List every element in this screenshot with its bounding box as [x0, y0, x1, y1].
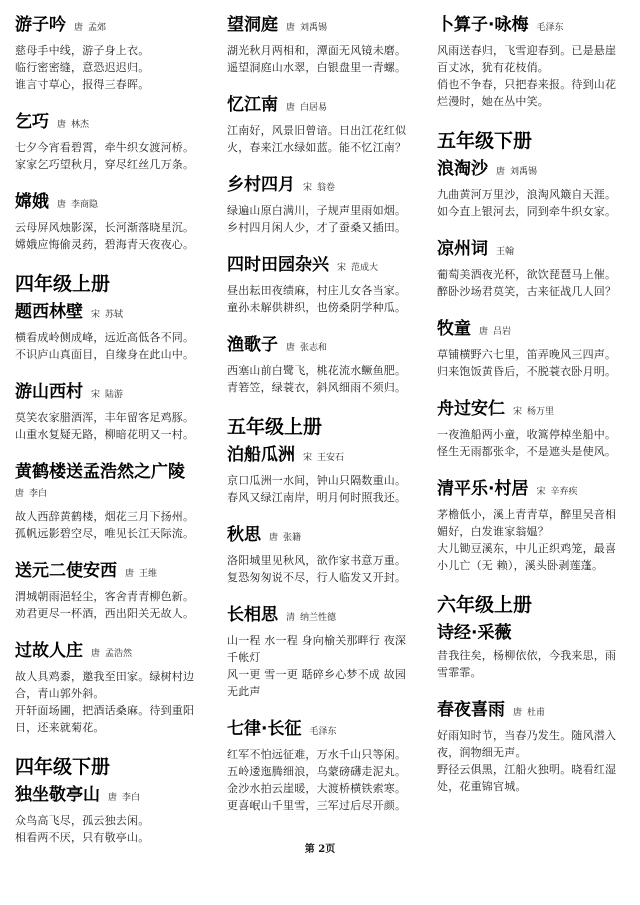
poem-line: 山一程 水一程 身向榆关那畔行 夜深千帐灯: [227, 634, 407, 664]
poem-author: 李商隐: [71, 200, 99, 210]
poem-author: 张志和: [300, 343, 328, 353]
poem-header: [227, 174, 417, 199]
poem-title: 春夜喜雨: [437, 700, 505, 720]
poem-entry: [227, 174, 417, 236]
poem-entry: [15, 111, 207, 173]
poem-line: 归来饱饭黄昏后，不脱蓑衣卧月明。: [437, 365, 617, 378]
poem-attribution: [15, 483, 47, 505]
poem-attribution: [479, 321, 511, 343]
poem-entry: [15, 191, 207, 253]
poem-line: 一夜渔船两小童，收篙停棹坐船中。: [437, 428, 617, 441]
poem-attribution: [309, 721, 336, 743]
poem-line: 家家乞巧望秋月，穿尽红丝几万条。: [15, 158, 195, 171]
poem-line: 童孙未解供耕织，也傍桑阴学种瓜。: [227, 301, 407, 314]
poem-attribution: [536, 481, 577, 503]
poem-author: 王维: [139, 569, 158, 579]
poem-title: 乞巧: [15, 112, 49, 132]
poem-line: 慈母手中线，游子身上衣。: [15, 44, 150, 57]
poem-author: 毛泽东: [309, 727, 337, 737]
poem-attribution: [74, 17, 106, 39]
poem-attribution: [303, 447, 344, 469]
poem-line: 好雨知时节，当春乃发生。随风潜入夜，润物细无声。: [437, 729, 617, 759]
poem-header: [227, 604, 417, 629]
poem-entry: [437, 158, 627, 220]
poem-header: [437, 14, 627, 39]
poem-author: 刘禹锡: [510, 167, 538, 177]
poem-entry: [15, 301, 207, 363]
poem-header: [227, 334, 417, 359]
poem-author: 刘禹锡: [300, 23, 328, 33]
poem-dynasty: 唐: [125, 569, 135, 579]
poem-dynasty: 宋: [303, 183, 313, 193]
poem-title: 牧童: [437, 319, 471, 339]
grade-section-heading: 四年级下册: [15, 756, 111, 778]
poem-entry: [15, 381, 207, 443]
poem-header: [227, 524, 417, 549]
poem-line: 谁言寸草心，报得三春晖。: [15, 78, 150, 91]
poem-title: 诗经·采薇: [437, 623, 512, 643]
poem-entry: [227, 524, 417, 586]
poem-title: 秋思: [227, 525, 261, 545]
poem-author: 孟浩然: [105, 649, 133, 659]
poem-entry: [437, 478, 627, 574]
poem-attribution: [286, 97, 327, 119]
poem-attribution: [91, 384, 123, 406]
poem-header: [437, 158, 627, 183]
poem-line: 草铺横野六七里，笛弄晚风三四声。: [437, 348, 617, 361]
poem-line: 江南好，风景旧曾谙。日出江花红似火，春来江水绿如蓝。能不忆江南？: [227, 124, 407, 154]
poem-header: [227, 94, 417, 119]
poem-line: 绿遍山原白满川，子规声里雨如烟。: [227, 204, 407, 217]
poem-title: 黄鹤楼送孟浩然之广陵: [15, 462, 185, 482]
poem-entry: [437, 622, 627, 681]
poem-author: 范成大: [351, 263, 379, 273]
poem-line: 如今直上银河去，同到牵牛织女家。: [437, 205, 617, 218]
poem-entry: [437, 14, 627, 110]
poem-author: 辛弃疾: [550, 487, 578, 497]
poem-attribution: [286, 607, 336, 629]
poem-line: 金沙水拍云崖暖，大渡桥横铁索寒。: [227, 782, 407, 795]
poem-author: 纳兰性德: [300, 613, 337, 623]
poem-line: 红军不怕远征难，万水千山只等闲。: [227, 748, 407, 761]
poem-author: 吕岩: [493, 327, 512, 337]
poem-dynasty: 唐: [74, 23, 84, 33]
poem-attribution: [91, 304, 123, 326]
poem-line: 更喜岷山千里雪，三军过后尽开颜。: [227, 799, 407, 812]
poem-entry: [227, 254, 417, 316]
poem-title: 舟过安仁: [437, 399, 505, 419]
poem-title: 凉州词: [437, 239, 488, 259]
poem-line: 乡村四月闲人少，才了蚕桑又插田。: [227, 221, 407, 234]
poem-attribution: [536, 17, 563, 39]
poem-title: 四时田园杂兴: [227, 255, 329, 275]
poem-title: 游山西村: [15, 382, 83, 402]
poem-entry: [227, 94, 417, 156]
poem-dynasty: 宋: [513, 407, 523, 417]
poem-title: 七律·长征: [227, 719, 302, 739]
poem-dynasty: 清: [286, 613, 296, 623]
poem-entry: [227, 604, 417, 700]
poem-entry: [15, 14, 207, 93]
poem-entry: [227, 444, 417, 506]
poem-attribution: [57, 194, 98, 216]
poem-author: 杜甫: [527, 708, 546, 718]
poem-author: 毛泽东: [536, 23, 564, 33]
poem-header: [437, 622, 627, 644]
poem-author: 杨万里: [527, 407, 555, 417]
grade-section-heading: 五年级下册: [437, 130, 533, 152]
poem-header: [15, 560, 207, 585]
poem-line: 渭城朝雨浥轻尘，客舍青青柳色新。: [15, 590, 195, 603]
poem-line: 横看成岭侧成峰，远近高低各不同。: [15, 331, 195, 344]
column-right: [437, 14, 627, 813]
poem-dynasty: 唐: [286, 23, 296, 33]
poem-line: 京口瓜洲一水间，钟山只隔数重山。: [227, 474, 407, 487]
poem-header: [227, 14, 417, 39]
poem-author: 孟郊: [88, 23, 107, 33]
poem-line: 莫笑农家腊酒浑，丰年留客足鸡豚。: [15, 411, 195, 424]
poem-entry: [15, 784, 207, 846]
poem-line: 故人西辞黄鹤楼，烟花三月下扬州。: [15, 510, 195, 523]
poem-line: 怪生无雨都张伞，不是遮头是使风。: [437, 445, 617, 458]
poem-line: 临行密密缝，意恐迟迟归。: [15, 61, 150, 74]
poem-entry: [15, 640, 207, 736]
poem-line: 大儿锄豆溪东，中儿正织鸡笼，最喜小儿亡（无 赖），溪头卧剥莲蓬。: [437, 542, 617, 572]
poem-title: 泊船瓜洲: [227, 445, 295, 465]
poem-title: 送元二使安西: [15, 561, 117, 581]
poem-attribution: [125, 563, 157, 585]
poem-attribution: [286, 17, 327, 39]
poem-header: [227, 444, 417, 469]
poem-header: [15, 301, 207, 326]
poem-line: 五岭逶迤腾细浪，乌蒙磅礴走泥丸。: [227, 765, 407, 778]
poem-line: 不识庐山真面目，自缘身在此山中。: [15, 348, 195, 361]
poem-entry: [227, 334, 417, 396]
poem-line: 相看两不厌，只有敬亭山。: [15, 831, 150, 844]
poem-line: 春风又绿江南岸，明月何时照我还。: [227, 491, 407, 504]
poem-line: 云母屏风烛影深，长河渐落晓星沉。: [15, 221, 195, 234]
poem-entry: [227, 14, 417, 76]
page-number: 第 2页: [304, 844, 336, 855]
poem-title: 乡村四月: [227, 175, 295, 195]
poem-dynasty: 唐: [496, 167, 506, 177]
poem-author: 张籍: [283, 533, 302, 543]
poem-author: 白居易: [300, 103, 328, 113]
poem-header: [437, 238, 627, 263]
poem-line: 开轩面场圃，把酒话桑麻。待到重阳日，还来就菊花。: [15, 704, 195, 734]
poem-header: [227, 254, 417, 279]
poem-dynasty: 宋: [337, 263, 347, 273]
poem-title: 题西林壁: [15, 302, 83, 322]
poem-attribution: [513, 401, 554, 423]
grade-section-heading: 四年级上册: [15, 273, 111, 295]
poem-header: [15, 14, 207, 39]
poem-attribution: [337, 257, 378, 279]
poem-header: [15, 381, 207, 406]
poem-line: 七夕今宵看碧霄，牵牛织女渡河桥。: [15, 141, 195, 154]
poem-attribution: [269, 527, 301, 549]
grade-section-heading: 五年级上册: [227, 416, 323, 438]
poem-header: [437, 699, 627, 724]
poem-author: 王安石: [317, 453, 345, 463]
poem-header: [15, 111, 207, 136]
poem-entry: [437, 699, 627, 795]
poem-attribution: [108, 787, 140, 809]
poem-dynasty: 宋: [91, 390, 101, 400]
poem-dynasty: 唐: [108, 793, 118, 803]
poem-line: 西塞山前白鹭飞，桃花流水鳜鱼肥。: [227, 364, 407, 377]
poem-author: 苏轼: [105, 310, 124, 320]
poem-header: [437, 398, 627, 423]
poem-author: 李白: [29, 489, 48, 499]
poem-header: [15, 640, 207, 665]
poem-line: 风雨送春归，飞雪迎春到。已是悬崖百丈冰，犹有花枝俏。: [437, 44, 617, 74]
poem-dynasty: 唐: [15, 489, 25, 499]
poem-title: 长相思: [227, 605, 278, 625]
poem-header: [437, 318, 627, 343]
poem-title: 渔歌子: [227, 335, 278, 355]
poem-entry: [437, 238, 627, 300]
poem-entry: [437, 318, 627, 380]
poem-title: 嫦娥: [15, 192, 49, 212]
poem-dynasty: 唐: [57, 200, 67, 210]
poem-author: 翁卷: [317, 183, 336, 193]
column-middle: [227, 14, 417, 832]
poem-title: 浪淘沙: [437, 159, 488, 179]
poem-dynasty: 唐: [286, 103, 296, 113]
poem-line: 野径云俱黑，江船火独明。晓看红湿处，花重锦官城。: [437, 763, 617, 793]
poem-attribution: [496, 241, 514, 263]
poem-header: [227, 718, 417, 743]
poem-line: 复恐匆匆说不尽，行人临发又开封。: [227, 571, 407, 584]
poem-author: 王翰: [496, 247, 515, 257]
poem-line: 众鸟高飞尽，孤云独去闲。: [15, 814, 150, 827]
poem-attribution: [496, 161, 537, 183]
poem-title: 过故人庄: [15, 641, 83, 661]
poem-line: 青箬笠，绿蓑衣，斜风细雨不须归。: [227, 381, 407, 394]
poem-line: 劝君更尽一杯酒，西出阳关无故人。: [15, 607, 195, 620]
poem-line: 故人具鸡黍，邀我至田家。绿树村边合，青山郭外斜。: [15, 670, 195, 700]
poem-entry: [15, 560, 207, 622]
poem-header: [15, 191, 207, 216]
poem-attribution: [91, 643, 132, 665]
column-left: [15, 14, 207, 864]
poem-title: 独坐敬亭山: [15, 785, 100, 805]
poem-header: [15, 461, 207, 505]
poem-attribution: [303, 177, 335, 199]
poem-line: 山重水复疑无路，柳暗花明又一村。: [15, 428, 195, 441]
poem-title: 忆江南: [227, 95, 278, 115]
poem-line: 葡萄美酒夜光杯，欲饮琵琶马上催。: [437, 268, 617, 281]
poem-dynasty: 宋: [536, 487, 546, 497]
poem-line: 昼出耘田夜绩麻，村庄儿女各当家。: [227, 284, 407, 297]
poem-dynasty: 唐: [91, 649, 101, 659]
poem-entry: [437, 398, 627, 460]
poem-dynasty: 唐: [286, 343, 296, 353]
poem-author: 林杰: [71, 120, 90, 130]
grade-section-heading: 六年级上册: [437, 594, 533, 616]
poem-entry: [15, 461, 207, 542]
poem-dynasty: 宋: [91, 310, 101, 320]
poem-title: 望洞庭: [227, 15, 278, 35]
poem-line: 风一更 雪一更 聒碎乡心梦不成 故园无此声: [227, 668, 407, 698]
poem-dynasty: 唐: [269, 533, 279, 543]
poem-title: 清平乐·村居: [437, 479, 529, 499]
poem-line: 孤帆远影碧空尽，唯见长江天际流。: [15, 527, 195, 540]
poem-attribution: [513, 702, 545, 724]
poem-line: 茅檐低小，溪上青青草，醉里吴音相媚好，白发谁家翁媪？: [437, 508, 617, 538]
poem-line: 洛阳城里见秋风，欲作家书意万重。: [227, 554, 407, 567]
poem-dynasty: 唐: [479, 327, 489, 337]
poem-line: 醉卧沙场君莫笑，古来征战几人回？: [437, 285, 617, 298]
poem-dynasty: 唐: [57, 120, 67, 130]
poem-author: 陆游: [105, 390, 124, 400]
poem-line: 嫦娥应悔偷灵药，碧海青天夜夜心。: [15, 238, 195, 251]
poem-attribution: [286, 337, 327, 359]
poem-line: 昔我往矣，杨柳依依，今我来思，雨雪霏霏。: [437, 649, 617, 679]
poem-author: 李白: [122, 793, 141, 803]
poem-line: 遥望洞庭山水翠，白银盘里一青螺。: [227, 61, 407, 74]
poem-line: 俏也不争春，只把春来报。待到山花烂漫时，她在丛中笑。: [437, 78, 617, 108]
poem-title: 游子吟: [15, 15, 66, 35]
poem-entry: [227, 718, 417, 814]
poem-line: 九曲黄河万里沙，浪淘风簸自天涯。: [437, 188, 617, 201]
poem-line: 湖光秋月两相和，潭面无风镜未磨。: [227, 44, 407, 57]
poem-header: [437, 478, 627, 503]
poem-dynasty: 唐: [513, 708, 523, 718]
poem-header: [15, 784, 207, 809]
poem-attribution: [57, 114, 89, 136]
poem-dynasty: 宋: [303, 453, 313, 463]
poem-title: 卜算子·咏梅: [437, 15, 529, 35]
